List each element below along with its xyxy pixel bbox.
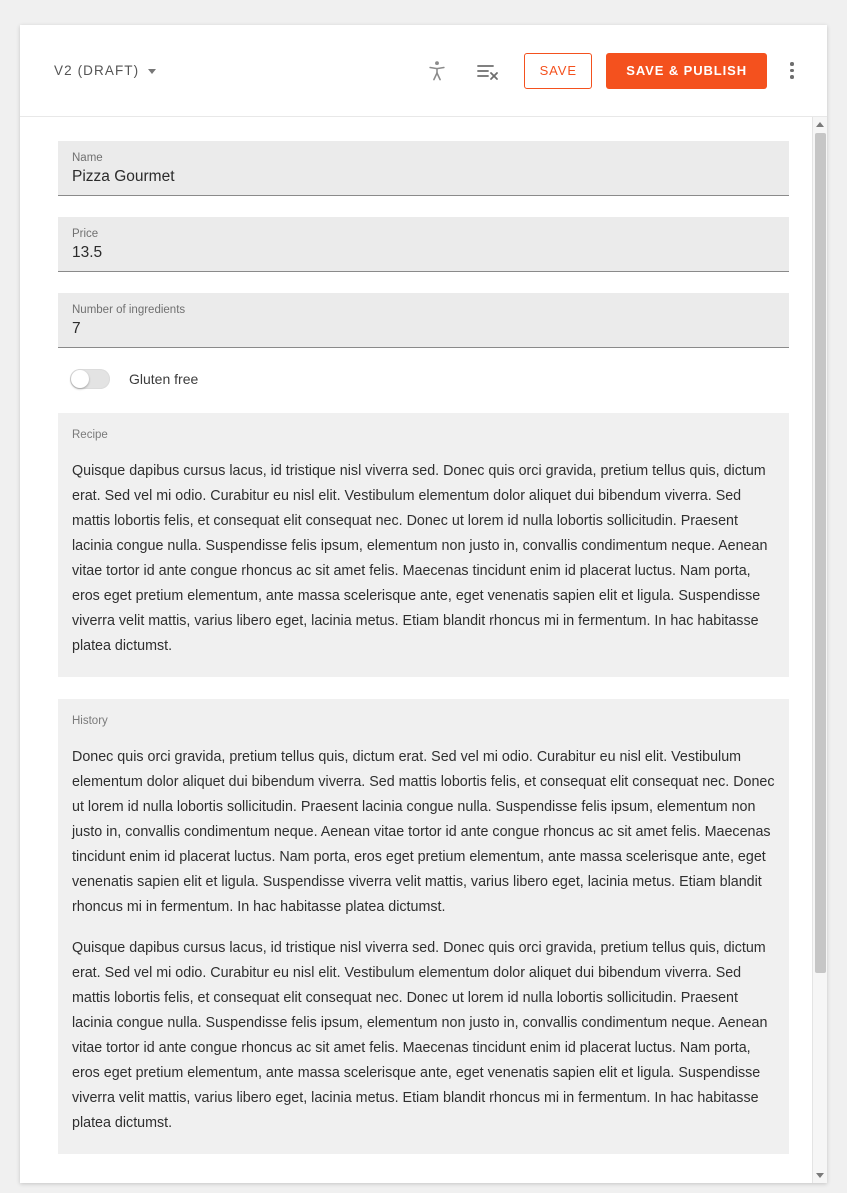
kebab-dot [790, 75, 794, 79]
toolbar [20, 25, 827, 117]
field-name-label: Name [72, 152, 103, 164]
field-ingredients-label: Number of ingredients [72, 304, 186, 316]
field-name-value: Pizza Gourmet [72, 168, 175, 185]
content-area [20, 117, 827, 1183]
gluten-free-toggle[interactable] [70, 369, 110, 389]
field-name[interactable] [58, 141, 789, 196]
form-scroll-region [20, 117, 827, 1183]
field-price[interactable] [58, 217, 789, 272]
field-recipe-paragraph: Quisque dapibus cursus lacus, id tristique nisl viverra sed. Donec quis orci gravida, pretium tellus quis, dictum erat. Sed vel mi odio. Curabitur eu nisl elit. Vestibulum elementum dolor aliquet dui bibendum viverra. Sed mattis lobortis felis, et consequat elit consequat nec. Donec ut lorem id nulla lobortis sollicitudin. Praesent lacinia congue nulla. Suspendisse felis ipsum, elementum non justo in, convallis condimentum neque. Aenean vitae tortor id ante congue rhoncus ac sit amet felis. Maecenas tincidunt enim id placerat luctus. Nam porta, eros eget pretium elementum, ante massa scelerisque ante, eget venenatis sapien elit et ligula. Suspendisse viverra velit mattis, varius libero eget, lacinia metus. Etiam blandit rhoncus mi in fermentum. In hac habitasse platea dictumst. [72, 463, 768, 654]
chevron-down-icon [148, 69, 156, 74]
scroll-up-button[interactable] [813, 117, 827, 132]
accessibility-icon[interactable] [422, 56, 452, 86]
field-price-value: 13.5 [72, 244, 103, 261]
scrollbar-thumb[interactable] [815, 133, 826, 973]
gluten-free-row [70, 369, 789, 389]
toggle-knob [71, 370, 89, 388]
filter-list-icon[interactable] [472, 56, 502, 86]
field-ingredients-value: 7 [72, 320, 81, 337]
more-vertical-icon[interactable] [779, 56, 805, 86]
field-recipe[interactable] [58, 413, 789, 677]
chevron-down-icon [816, 1173, 824, 1178]
kebab-dot [790, 69, 794, 73]
vertical-scrollbar[interactable] [812, 117, 827, 1183]
chevron-up-icon [816, 122, 824, 127]
field-history-label: History [72, 715, 108, 727]
field-history-paragraph: Quisque dapibus cursus lacus, id tristique nisl viverra sed. Donec quis orci gravida, pretium tellus quis, dictum erat. Sed vel mi odio. Curabitur eu nisl elit. Vestibulum elementum dolor aliquet dui bibendum viverra. Sed mattis lobortis felis, et consequat elit consequat nec. Donec ut lorem id nulla lobortis sollicitudin. Praesent lacinia congue nulla. Suspendisse felis ipsum, elementum non justo in, convallis condimentum neque. Aenean vitae tortor id ante congue rhoncus ac sit amet felis. Maecenas tincidunt enim id placerat luctus. Nam porta, eros eget pretium elementum, ante massa scelerisque ante, eget venenatis sapien elit et ligula. Suspendisse viverra velit mattis, varius libero eget, lacinia metus. Etiam blandit rhoncus mi in fermentum. In hac habitasse platea dictumst. [72, 940, 768, 1131]
save-and-publish-button[interactable]: SAVE & PUBLISH [606, 53, 767, 89]
scroll-down-button[interactable] [813, 1168, 827, 1183]
field-recipe-label: Recipe [72, 429, 108, 441]
editor-window [20, 25, 827, 1183]
field-ingredients[interactable] [58, 293, 789, 348]
version-dropdown[interactable] [54, 63, 156, 78]
field-history[interactable] [58, 699, 789, 1154]
save-button[interactable]: SAVE [524, 53, 592, 89]
gluten-free-label: Gluten free [129, 371, 199, 387]
field-price-label: Price [72, 228, 99, 240]
version-label: V2 (DRAFT) [54, 63, 140, 78]
kebab-dot [790, 62, 794, 66]
field-history-paragraph: Donec quis orci gravida, pretium tellus quis, dictum erat. Sed vel mi odio. Curabitur eu nisl elit. Vestibulum elementum dolor aliquet dui bibendum viverra. Sed mattis lobortis felis, et consequat elit consequat nec. Donec ut lorem id nulla lobortis sollicitudin. Praesent lacinia congue nulla. Suspendisse felis ipsum, elementum non justo in, convallis condimentum neque. Aenean vitae tortor id ante congue rhoncus ac sit amet felis. Maecenas tincidunt enim id placerat luctus. Nam porta, eros eget pretium elementum, ante massa scelerisque ante, eget venenatis sapien elit et ligula. Suspendisse viverra velit mattis, varius libero eget, lacinia metus. Etiam blandit rhoncus mi in fermentum. In hac habitasse platea dictumst. [72, 749, 775, 915]
